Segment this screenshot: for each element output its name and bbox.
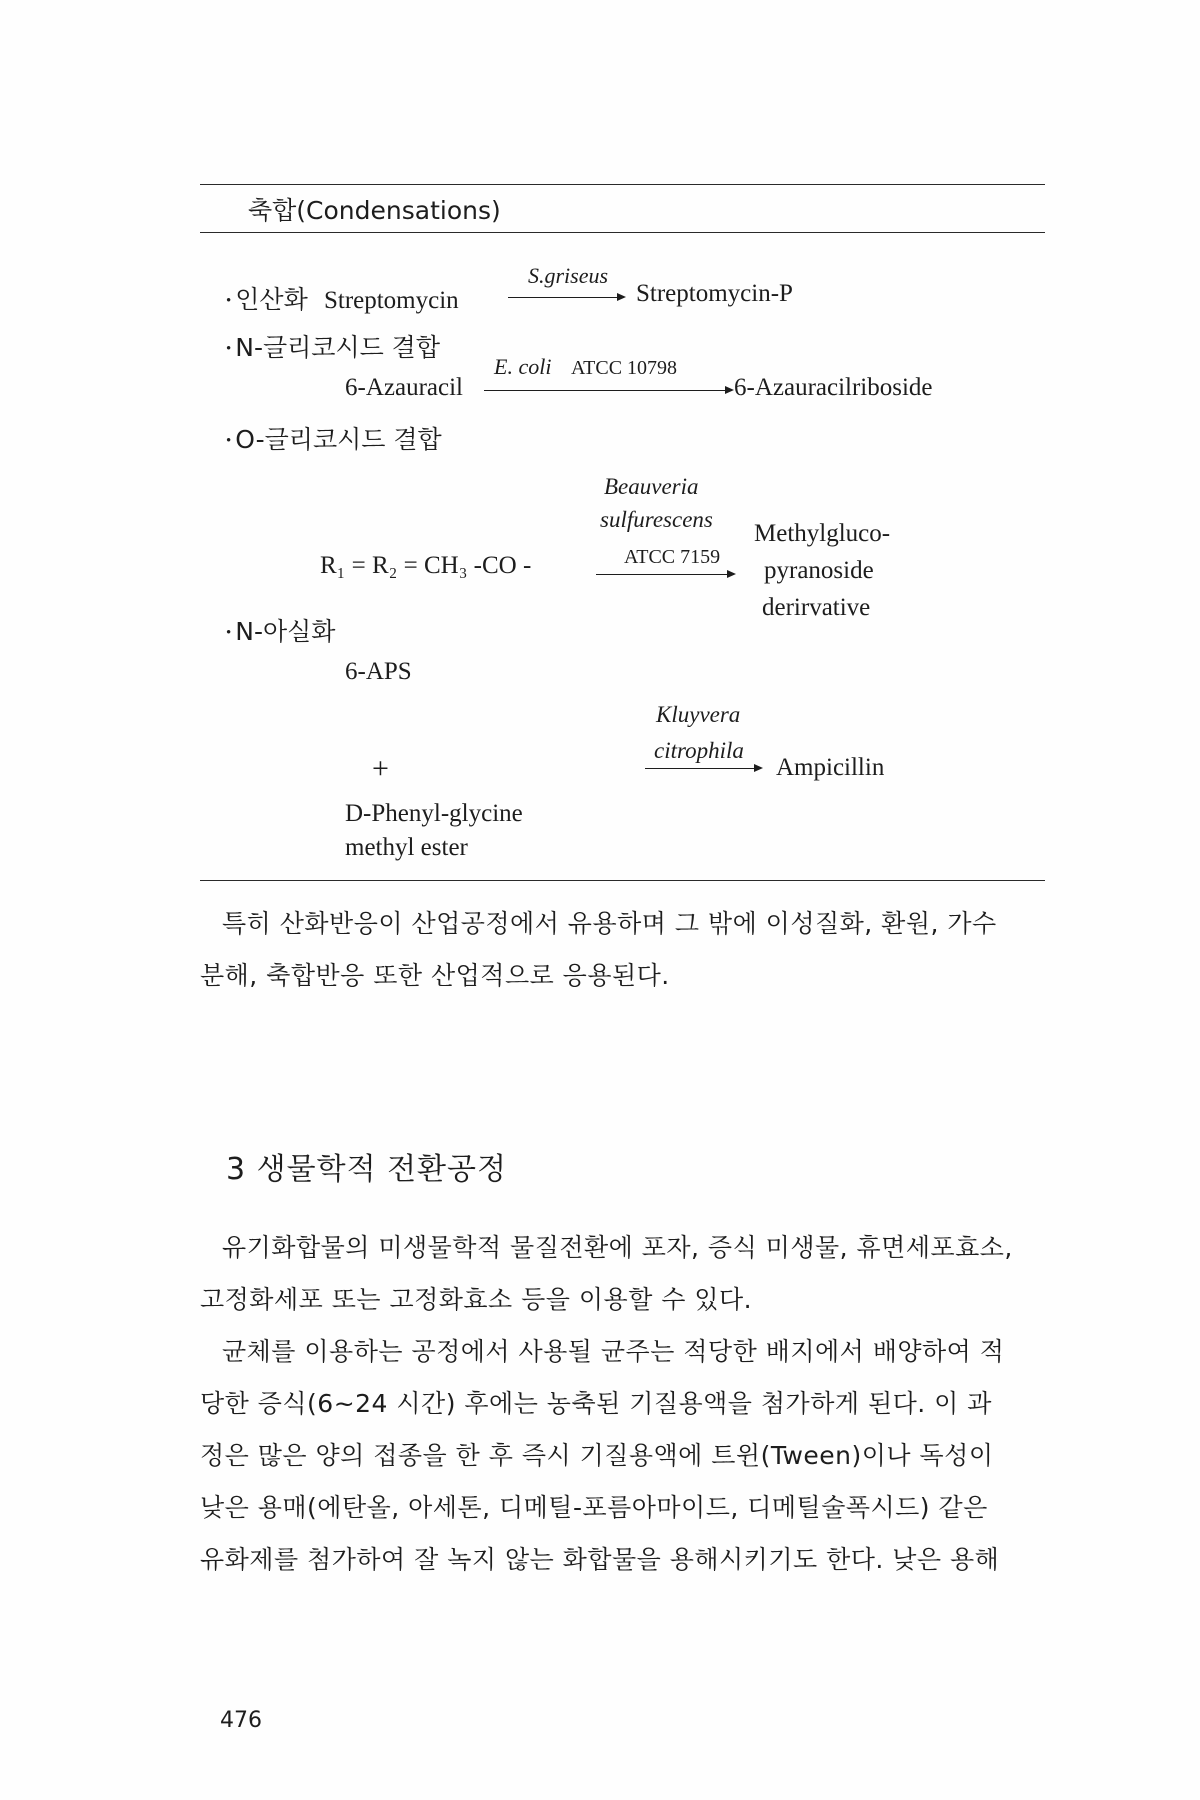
substrate-2-line2: methyl ester	[345, 834, 468, 861]
substrate-2-line1: D-Phenyl-glycine	[345, 800, 523, 827]
body-paragraphs	[200, 1222, 1060, 1586]
organism-line2: sulfurescens	[600, 507, 713, 532]
strain: ATCC 7159	[624, 546, 721, 568]
plus-sign: +	[372, 752, 389, 785]
substrate-1: 6-APS	[345, 658, 412, 685]
substrate: 6-Azauracil	[345, 374, 463, 401]
page-title: 축합(Condensations)	[248, 196, 501, 225]
organism-strain	[494, 354, 677, 380]
reaction-label: O-글리코시드 결합	[235, 425, 442, 454]
organism-line1: Kluyvera	[656, 702, 741, 727]
product: 6-Azauracilriboside	[734, 374, 933, 401]
organism: E. coli	[494, 354, 552, 379]
text-line: 정은 많은 양의 접종을 한 후 즉시 기질용액에 트윈(Tween)이나 독성이	[200, 1441, 994, 1470]
bullet-icon: •	[226, 341, 232, 357]
reaction-arrow-icon	[508, 297, 624, 298]
scheme-bottom-rule	[200, 880, 1045, 881]
header-bottom-rule	[200, 232, 1045, 233]
summary-paragraph	[200, 898, 1060, 1002]
text-line: 분해, 축합반응 또한 산업적으로 응용된다.	[200, 961, 670, 990]
text-line: 유기화합물의 미생물학적 물질전환에 포자, 증식 미생물, 휴면세포효소,	[222, 1233, 1013, 1262]
product-line3: derirvative	[762, 594, 871, 621]
strain: ATCC 10798	[570, 357, 678, 379]
reaction-arrow-icon	[596, 574, 734, 575]
reaction-n-glycoside	[226, 328, 440, 364]
text-line: 특히 산화반응이 산업공정에서 유용하며 그 밖에 이성질화, 환원, 가수	[222, 909, 997, 938]
text-line: 유화제를 첨가하여 잘 녹지 않는 화합물을 용해시키기도 한다. 낮은 용해	[200, 1545, 1000, 1574]
reaction-label: N-아실화	[235, 617, 336, 646]
product: Streptomycin-P	[636, 280, 793, 307]
header-top-rule	[200, 184, 1045, 185]
text-line: 고정화세포 또는 고정화효소 등을 이용할 수 있다.	[200, 1285, 753, 1314]
reaction-n-acylation	[226, 612, 335, 648]
substrate: Streptomycin	[323, 287, 459, 314]
bullet-icon: •	[226, 625, 232, 641]
text-line: 낮은 용매(에탄올, 아세톤, 디메틸-포름아마이드, 디메틸술폭시드) 같은	[200, 1493, 988, 1522]
bullet-icon: •	[226, 433, 232, 449]
substrate: R₁ = R₂ = CH₃ -CO -	[320, 552, 532, 579]
organism-line1: Beauveria	[604, 474, 699, 499]
reaction-arrow-icon	[484, 390, 732, 391]
section-heading: 3 생물학적 전환공정	[226, 1152, 507, 1187]
reaction-arrow-icon	[645, 768, 761, 769]
product-line2: pyranoside	[764, 557, 874, 584]
text-line: 당한 증식(6~24 시간) 후에는 농축된 기질용액을 첨가하게 된다. 이 과	[200, 1389, 992, 1418]
organism-line2: citrophila	[654, 738, 744, 763]
page-number: 476	[220, 1708, 262, 1733]
reaction-o-glycoside	[226, 420, 442, 456]
organism: S.griseus	[528, 263, 609, 288]
product: Ampicillin	[776, 754, 885, 781]
product-line1: Methylgluco-	[754, 520, 891, 547]
reaction-phosphorylation	[226, 280, 459, 316]
reaction-label: 인산화	[235, 285, 308, 314]
bullet-icon: •	[226, 293, 232, 309]
reaction-label: N-글리코시드 결합	[235, 333, 440, 362]
text-line: 균체를 이용하는 공정에서 사용될 균주는 적당한 배지에서 배양하여 적	[222, 1337, 1005, 1366]
